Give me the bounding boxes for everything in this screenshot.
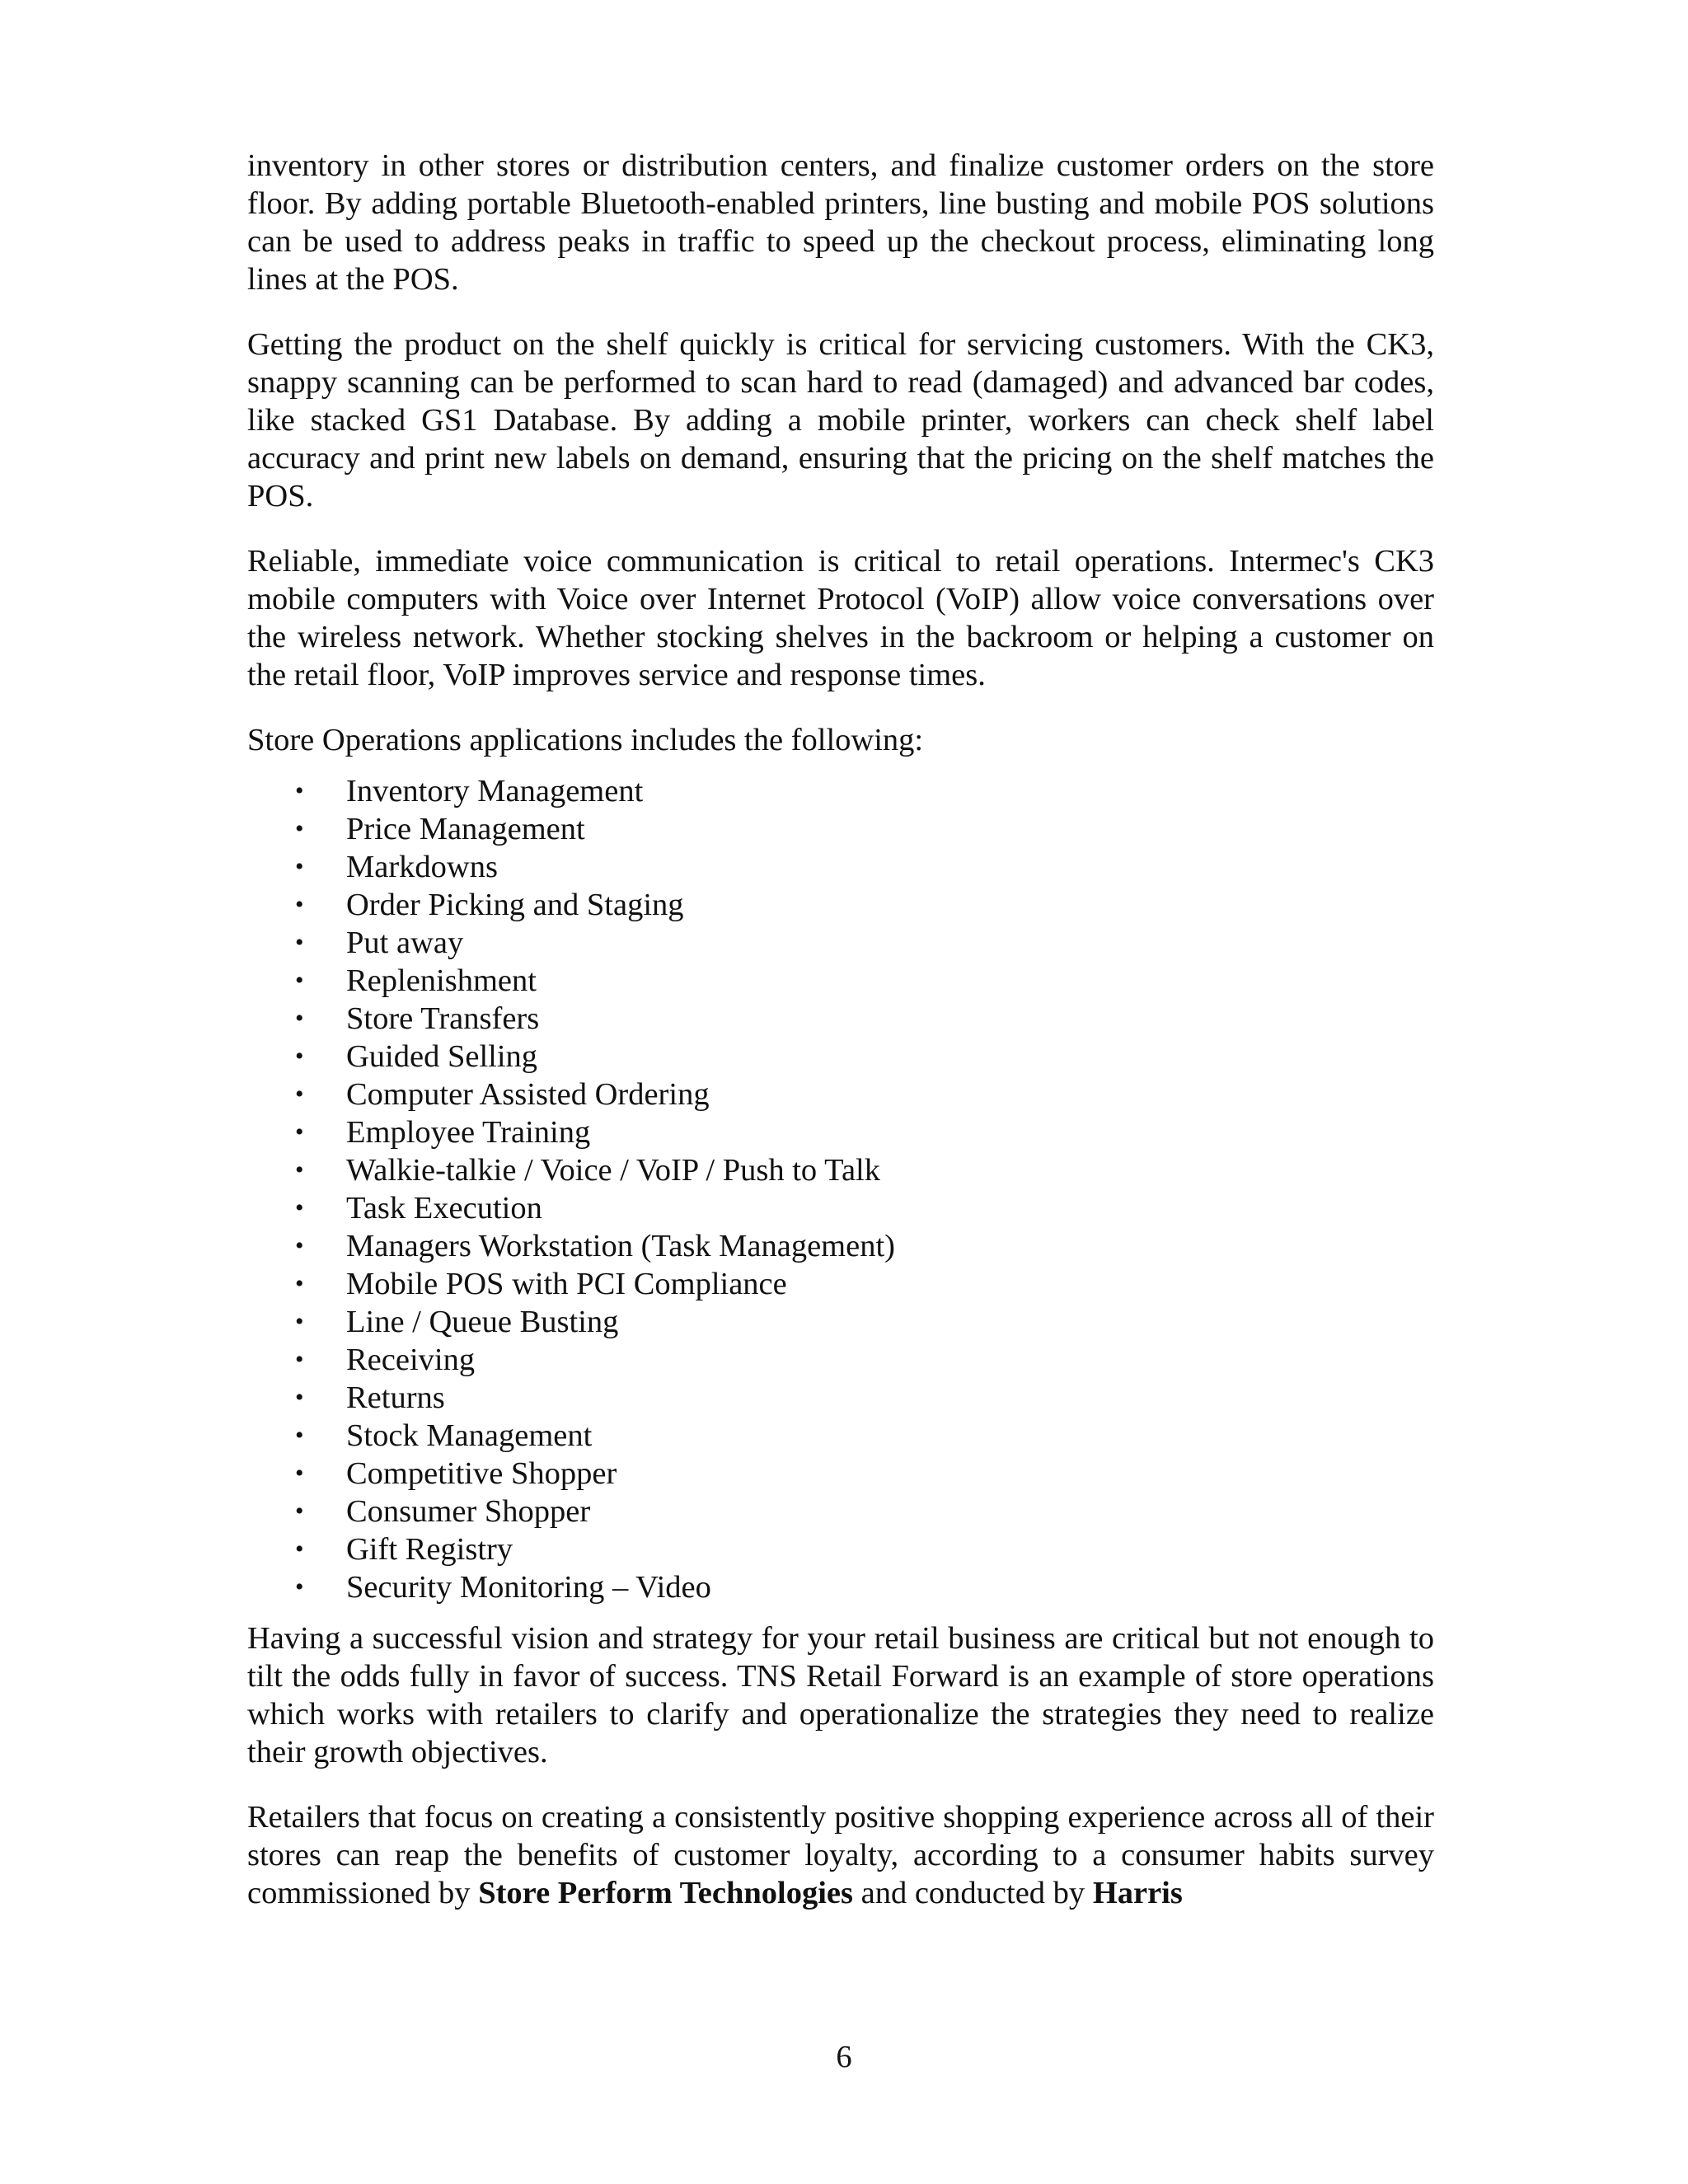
bullet-icon: • <box>295 1308 304 1335</box>
list-item: • Line / Queue Busting <box>295 1305 619 1339</box>
bullet-icon: • <box>295 1194 304 1221</box>
applications-list <box>247 772 1434 1606</box>
list-item: • Price Management <box>295 812 585 846</box>
list-item: • Mobile POS with PCI Compliance <box>295 1267 787 1301</box>
list-item: • Walkie-talkie / Voice / VoIP / Push to Talk <box>295 1153 880 1188</box>
bullet-icon: • <box>295 777 304 804</box>
list-item: • Returns <box>295 1380 445 1415</box>
bullet-icon: • <box>295 1535 304 1563</box>
bullet-icon: • <box>295 1232 304 1259</box>
bullet-icon: • <box>295 967 304 994</box>
bullet-icon: • <box>295 1118 304 1146</box>
list-item: • Put away <box>295 926 464 960</box>
bullet-icon: • <box>295 1497 304 1525</box>
bullet-icon: • <box>295 1005 304 1032</box>
company-name-harris: Harris <box>1092 1876 1183 1910</box>
paragraph-vision-strategy: Having a successful vision and strategy for your retail business are critical but not enough to tilt the odds fully in favor of success. TNS Retail Forward is an example of store operations which works with retailers to clarify and operationalize the strategies they need to realize their growth objectives. <box>247 1621 1434 1769</box>
list-item: • Security Monitoring – Video <box>295 1570 711 1605</box>
document-page <box>247 147 1434 1939</box>
paragraph-shelf-scanning: Getting the product on the shelf quickly is critical for servicing customers. With the CK3, snappy scanning can be performed to scan hard to read (damaged) and advanced bar codes, like stacked GS1 Database. By adding a mobile printer, workers can check shelf label accuracy and print new labels on demand, ensuring that the pricing on the shelf matches the POS. <box>247 327 1434 513</box>
paragraph-inventory-pos: inventory in other stores or distribution centers, and finalize customer orders on the store floor. By adding portable Bluetooth-enabled printers, line busting and mobile POS solutions can be used to address peaks in traffic to speed up the checkout process, eliminating long lines at the POS. <box>247 148 1434 297</box>
paragraph-applications-intro: Store Operations applications includes the following: <box>247 723 924 757</box>
list-item: • Inventory Management <box>295 774 644 808</box>
bullet-icon: • <box>295 853 304 880</box>
list-item: • Markdowns <box>295 850 498 884</box>
list-item: • Guided Selling <box>295 1039 538 1074</box>
bullet-icon: • <box>295 1384 304 1411</box>
bullet-icon: • <box>295 1460 304 1487</box>
bullet-icon: • <box>295 1422 304 1449</box>
list-item: • Receiving <box>295 1343 476 1377</box>
list-item: • Gift Registry <box>295 1532 513 1567</box>
bullet-icon: • <box>295 1080 304 1108</box>
bullet-icon: • <box>295 815 304 842</box>
bullet-icon: • <box>295 891 304 918</box>
list-item: • Replenishment <box>295 963 537 998</box>
list-item: • Store Transfers <box>295 1001 540 1036</box>
list-item: • Competitive Shopper <box>295 1456 617 1491</box>
list-item: • Managers Workstation (Task Management) <box>295 1229 895 1263</box>
bullet-icon: • <box>295 1270 304 1297</box>
list-item: • Consumer Shopper <box>295 1494 591 1529</box>
page-number: 6 <box>836 2040 852 2074</box>
bullet-icon: • <box>295 1346 304 1373</box>
bullet-icon: • <box>295 1573 304 1601</box>
list-item: • Task Execution <box>295 1191 542 1226</box>
paragraph-customer-loyalty: Retailers that focus on creating a consistently positive shopping experience across all of their stores can reap the benefits of customer loyalty, according to a consumer habits survey commissioned by Store Perform Technologies and conducted by Harris <box>247 1800 1434 1910</box>
list-item: • Computer Assisted Ordering <box>295 1077 710 1112</box>
list-item: • Stock Management <box>295 1418 593 1453</box>
bullet-icon: • <box>295 929 304 956</box>
list-item: • Order Picking and Staging <box>295 888 684 922</box>
bullet-icon: • <box>295 1156 304 1183</box>
company-name-store-perform: Store Perform Technologies <box>478 1876 853 1910</box>
paragraph-voice-communication: Reliable, immediate voice communication is critical to retail operations. Intermec's CK3 mobile computers with Voice over Internet Protocol (VoIP) allow voice conversations over the wireless network. Whether stocking shelves in the backroom or helping a customer on the retail floor, VoIP improves service and response times. <box>247 544 1434 692</box>
bullet-icon: • <box>295 1043 304 1070</box>
list-item: • Employee Training <box>295 1115 591 1150</box>
